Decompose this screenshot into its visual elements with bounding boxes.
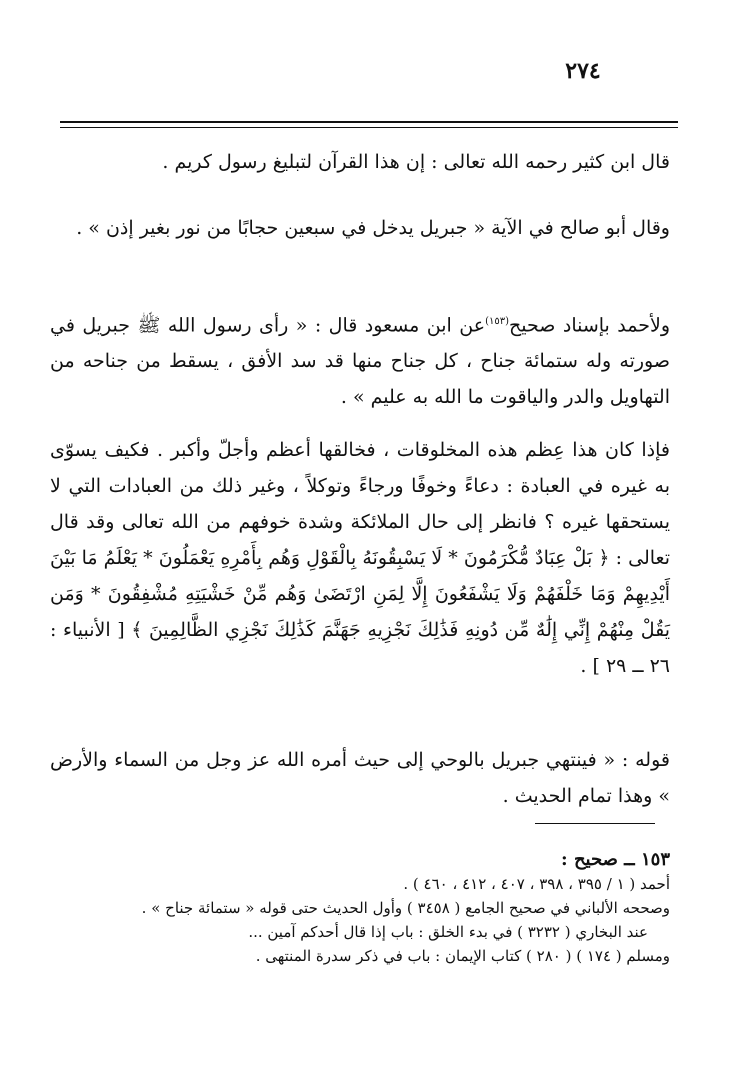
prose-text: فإذا كان هذا عِظم هذه المخلوقات ، فخالقها أعظم وأجلّ وأكبر . فكيف يسوّى به غيره في العبادة : دعاءً وخوفًا ورجاءً وتوكلاً ، وغير ذلك من العبادات التي لا يستحقها غيره ؟ فانظر إلى حال الملائكة وشدة خوفهم من الله تعالى وقد قال تعالى : xyxy=(50,439,670,569)
footnote-line: عند البخاري ( ٣٢٣٢ ) في بدء الخلق : باب إذا قال أحدكم آمين ... xyxy=(248,923,648,941)
paragraph-greatness xyxy=(50,432,670,684)
paragraph-text: قال ابن كثير رحمه الله تعالى : إن هذا القرآن لتبليغ رسول كريم . xyxy=(162,151,670,173)
footnote-separator xyxy=(535,823,655,824)
verse-citation: [ الأنبياء : ٢٦ ــ ٢٩ ] . xyxy=(50,619,670,677)
footnote-line: وصححه الألباني في صحيح الجامع ( ٣٤٥٨ ) وأول الحديث حتى قوله « ستمائة جناح » . xyxy=(141,899,670,917)
paragraph-text xyxy=(50,432,670,684)
footnote-reference[interactable]: (١٥٣) xyxy=(485,316,510,327)
paragraph-text: قوله : « فينتهي جبريل بالوحي إلى حيث أمره الله عز وجل من السماء والأرض » وهذا تمام الحديث . xyxy=(50,749,670,807)
paragraph-ibn-kathir xyxy=(50,144,670,180)
footnote-line: ومسلم ( ١٧٤ ) ( ٢٨٠ ) كتاب الإيمان : باب في ذكر سدرة المنتهى . xyxy=(255,947,670,965)
header-rule-top xyxy=(60,121,678,123)
paragraph-abu-salih xyxy=(50,210,670,246)
paragraph-text xyxy=(50,304,670,415)
header-rule-bottom xyxy=(60,127,678,128)
paragraph-conclusion xyxy=(50,742,670,814)
footnote-heading: ١٥٣ ــ صحيح : xyxy=(561,849,670,870)
hadith-text: عن ابن مسعود قال : « رأى رسول الله ﷺ جبريل في صورته وله ستمائة جناح ، كل جناح منها قد سد الأفق ، يسقط من جناحه من التهاويل والدر والياقوت ما الله به عليم » . xyxy=(50,314,670,409)
footnote-line: أحمد ( ١ / ٣٩٥ ، ٣٩٨ ، ٤٠٧ ، ٤١٢ ، ٤٦٠ ) . xyxy=(403,875,670,893)
quran-verse: ﴿ بَلْ عِبَادٌ مُّكْرَمُونَ * لَا يَسْبِقُونَهُ بِالْقَوْلِ وَهُم بِأَمْرِهِ يَعْمَلُونَ * يَعْلَمُ مَا بَيْنَ أَيْدِيهِمْ وَمَا خَلْفَهُمْ وَلَا يَشْفَعُونَ إِلَّا لِمَنِ ارْتَضَىٰ وَهُم مِّنْ خَشْيَتِهِ مُشْفِقُونَ * وَمَن يَقُلْ مِنْهُمْ إِنِّي إِلَٰهٌ مِّن دُونِهِ فَذَٰلِكَ نَجْزِيهِ جَهَنَّمَ كَذَٰلِكَ نَجْزِي الظَّالِمِينَ ﴾ xyxy=(50,547,670,641)
page-number: ٢٧٤ xyxy=(565,58,601,84)
paragraph-ahmad-hadith xyxy=(50,304,670,415)
footnotes xyxy=(50,848,670,968)
paragraph-text: وقال أبو صالح في الآية « جبريل يدخل في سبعين حجابًا من نور بغير إذن » . xyxy=(76,217,670,239)
hadith-intro: ولأحمد بإسناد صحيح xyxy=(509,314,670,337)
